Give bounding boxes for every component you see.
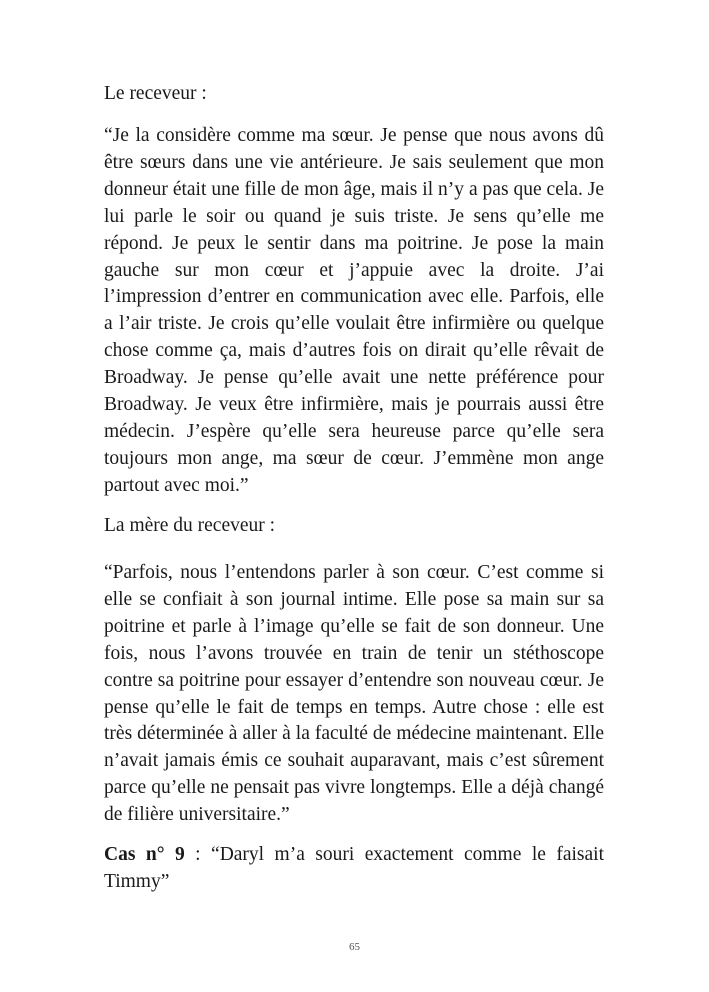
case-heading xyxy=(104,842,604,896)
case-title: : “Daryl m’a souri exactement comme le faisait Timmy” xyxy=(104,844,604,892)
mother-quote-paragraph: “Parfois, nous l’entendons parler à son cœur. C’est comme si elle se confiait à son journal intime. Elle pose sa main sur sa poitrine et parle à l’image qu’elle se fait de son donneur. Une fois, nous l’avons trouvée en train de tenir un stéthoscope contre sa poitrine pour essayer d’entendre son nouveau cœur. Je pense qu’elle le fait de temps en temps. Autre chose : elle est très déterminée à aller à la faculté de médecine maintenant. Elle n’avait jamais émis ce souhait auparavant, mais c’est sûrement parce qu’elle ne pensait pas vivre longtemps. Elle a déjà changé de filière universitaire.” xyxy=(104,562,604,826)
page-number: 65 xyxy=(349,941,360,953)
speaker-recipient-heading: Le receveur : xyxy=(104,83,207,104)
speaker-mother-heading: La mère du receveur : xyxy=(104,515,276,536)
recipient-quote-paragraph: “Je la considère comme ma sœur. Je pense que nous avons dû être sœurs dans une vie antérieure. Je sais seulement que mon donneur était une fille de mon âge, mais il n’y a pas que cela. Je lui parle le soir ou quand je suis triste. Je sens qu’elle me répond. Je peux le sentir dans ma poitrine. Je pose la main gauche sur mon cœur et j’appuie avec la droite. J’ai l’impression d’entrer en communication avec elle. Parfois, elle a l’air triste. Je crois qu’elle voulait être infirmière ou quelque chose comme ça, mais d’autres fois on dirait qu’elle rêvait de Broadway. Je pense qu’elle avait une nette préférence pour Broadway. Je veux être infirmière, mais je pourrais aussi être médecin. J’espère qu’elle sera heureuse parce qu’elle sera toujours mon ange, ma sœur de cœur. J’emmène mon ange partout avec moi.” xyxy=(104,125,604,496)
case-number-label: Cas n° 9 xyxy=(104,844,185,865)
